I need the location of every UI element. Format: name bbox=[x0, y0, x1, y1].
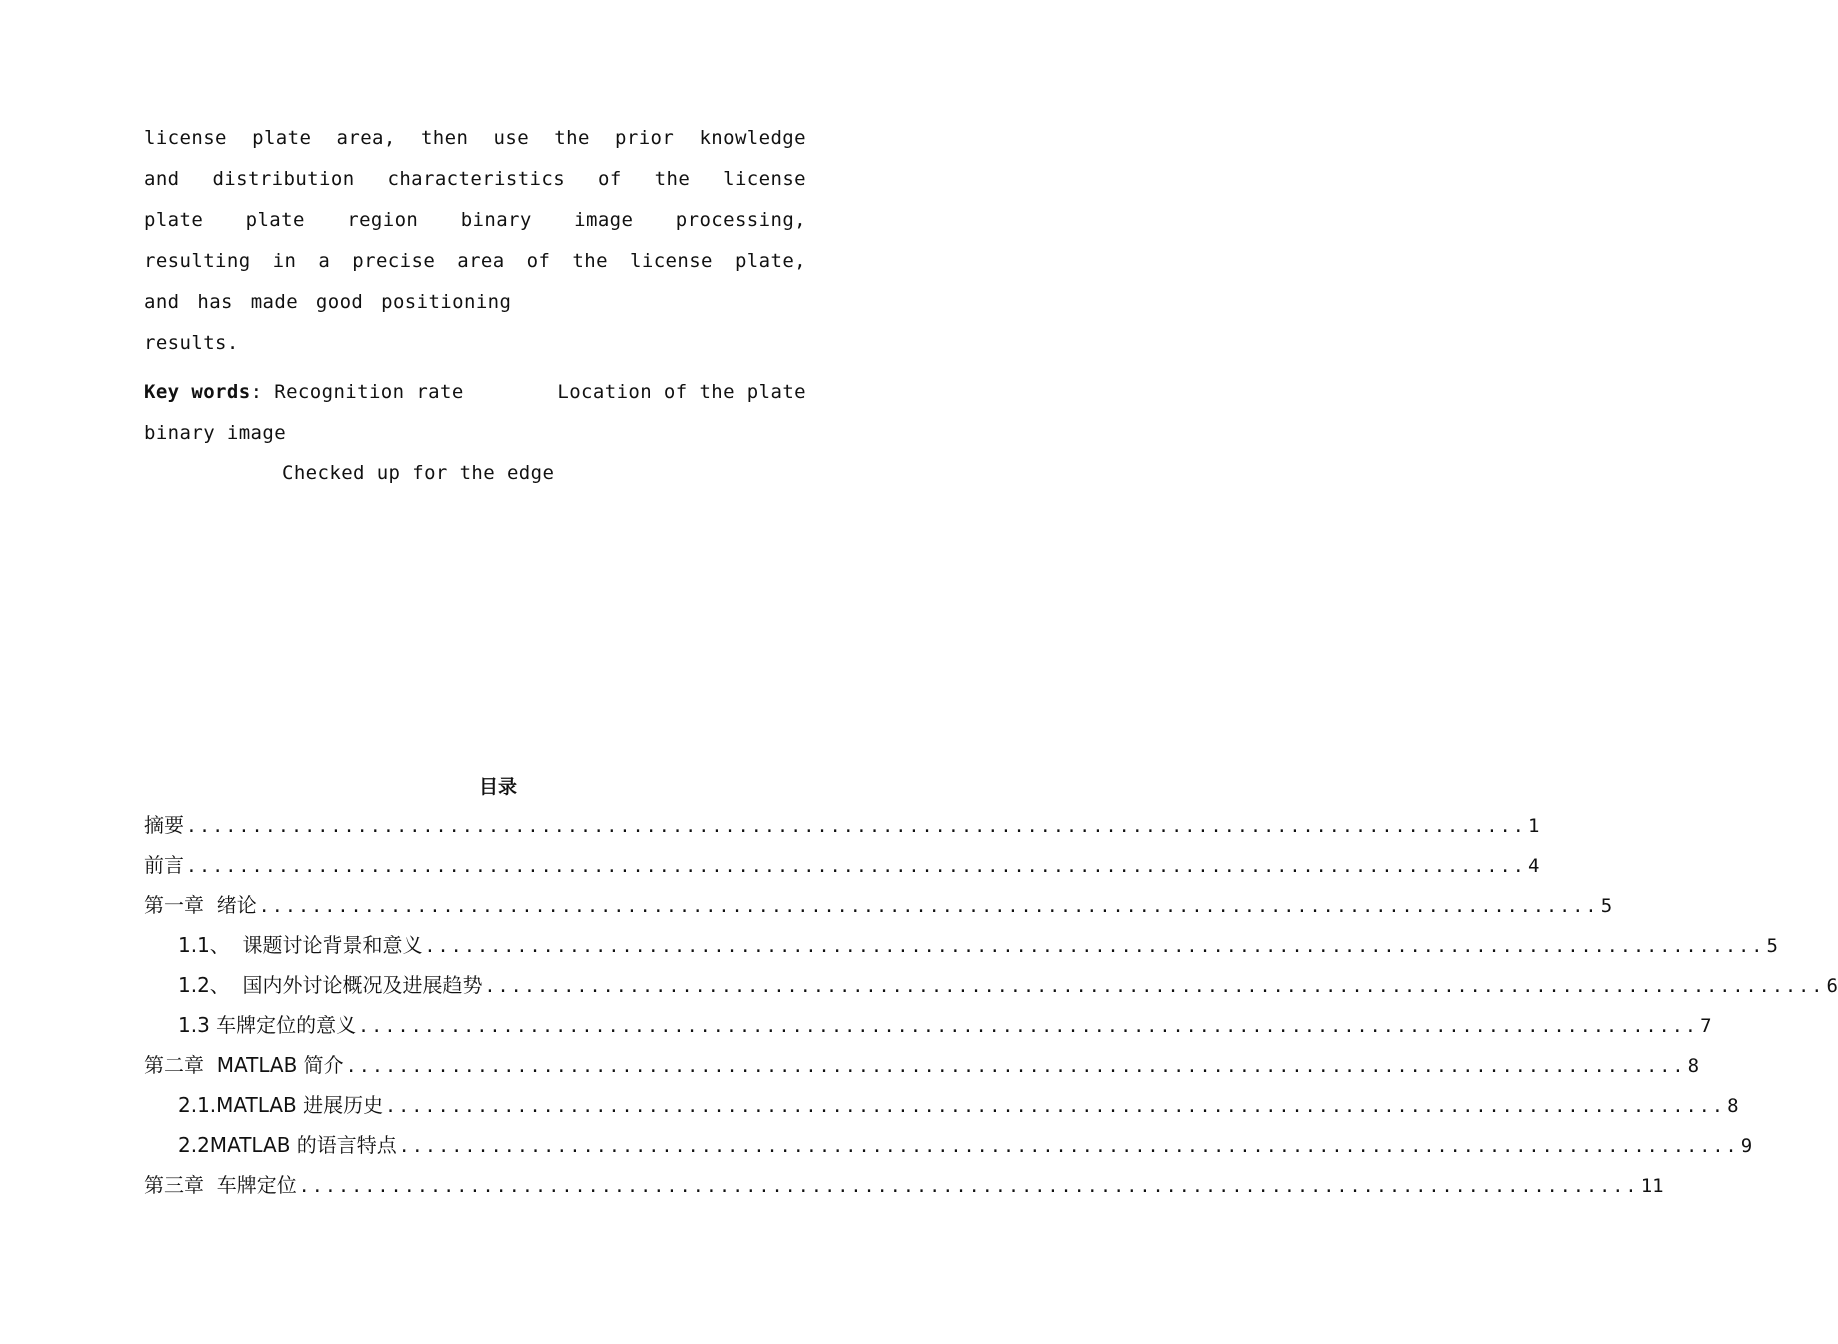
toc-entry-label: 1.3 车牌定位的意义 bbox=[178, 1013, 357, 1037]
toc-leader-dots: ...................................................................................................... bbox=[385, 1096, 1726, 1117]
toc-entry[interactable] bbox=[144, 1048, 1700, 1088]
toc-page-number: 5 bbox=[1600, 895, 1613, 917]
toc-leader-dots: ...................................................................................................... bbox=[345, 1056, 1686, 1077]
toc-entry-label: 摘要 bbox=[144, 813, 184, 837]
abstract-last-line: results. bbox=[144, 332, 239, 354]
toc-entry-label: 2.2MATLAB 的语言特点 bbox=[178, 1133, 397, 1157]
keywords-section bbox=[144, 372, 806, 494]
toc-leader-dots: ...................................................................................................... bbox=[186, 856, 1526, 877]
keyword-2: Location of the plate bbox=[557, 381, 806, 403]
toc-entry-label: 1.1、 课题讨论背景和意义 bbox=[178, 933, 423, 957]
toc-entry[interactable] bbox=[144, 1128, 1753, 1168]
toc-page-number: 5 bbox=[1766, 935, 1778, 957]
toc-page-number: 4 bbox=[1527, 855, 1540, 877]
toc-page-number: 6 bbox=[1826, 975, 1838, 997]
toc-entry-label: 2.1.MATLAB 进展历史 bbox=[178, 1093, 384, 1117]
toc-page-number: 7 bbox=[1700, 1015, 1712, 1037]
toc-entry-label: 第二章 MATLAB 简介 bbox=[144, 1053, 344, 1077]
toc-entry[interactable] bbox=[144, 1008, 1712, 1048]
keywords-line-1 bbox=[144, 372, 806, 413]
toc-entry[interactable] bbox=[144, 1168, 1664, 1208]
keyword-1: Recognition rate bbox=[274, 381, 464, 403]
keyword-4: Checked up for the edge bbox=[282, 462, 555, 484]
toc-entry[interactable] bbox=[144, 848, 1540, 888]
toc-entry-label: 第一章 绪论 bbox=[144, 893, 257, 917]
toc-leader-dots: ...................................................................................................... bbox=[424, 936, 1765, 957]
keywords-colon: : bbox=[250, 381, 263, 403]
toc-leader-dots: ...................................................................................................... bbox=[186, 816, 1526, 837]
toc-leader-dots: ...................................................................................................... bbox=[398, 1136, 1739, 1157]
toc-page-number: 9 bbox=[1740, 1135, 1753, 1157]
abstract-paragraph bbox=[144, 118, 806, 364]
table-of-contents bbox=[144, 808, 1838, 1208]
toc-entry-label: 1.2、 国内外讨论概况及进展趋势 bbox=[178, 973, 483, 997]
toc-page-number: 1 bbox=[1527, 815, 1540, 837]
keywords-label: Key words bbox=[144, 381, 251, 403]
keyword-3: binary image bbox=[144, 422, 287, 444]
toc-leader-dots: ...................................................................................................... bbox=[358, 1016, 1699, 1037]
toc-entry[interactable] bbox=[144, 968, 1838, 1008]
toc-leader-dots: ...................................................................................................... bbox=[258, 896, 1599, 917]
abstract-text: license plate area, then use the prior knowledge and distribution characteristics of the license plate plate region binary image processing, resulting in a precise area of the license plate, and has made good positioning bbox=[144, 127, 806, 313]
toc-page-number: 8 bbox=[1727, 1095, 1739, 1117]
toc-entry-label: 前言 bbox=[144, 853, 184, 877]
toc-page-number: 11 bbox=[1640, 1175, 1664, 1197]
toc-entry[interactable] bbox=[144, 888, 1613, 928]
toc-page-number: 8 bbox=[1687, 1055, 1700, 1077]
toc-entry[interactable] bbox=[144, 1088, 1739, 1128]
toc-entry[interactable] bbox=[144, 928, 1778, 968]
toc-entry[interactable] bbox=[144, 808, 1540, 848]
toc-leader-dots: ...................................................................................................... bbox=[298, 1176, 1639, 1197]
toc-leader-dots: ...................................................................................................... bbox=[484, 976, 1825, 997]
toc-title: 目录 bbox=[478, 776, 517, 798]
toc-entry-label: 第三章 车牌定位 bbox=[144, 1173, 297, 1197]
